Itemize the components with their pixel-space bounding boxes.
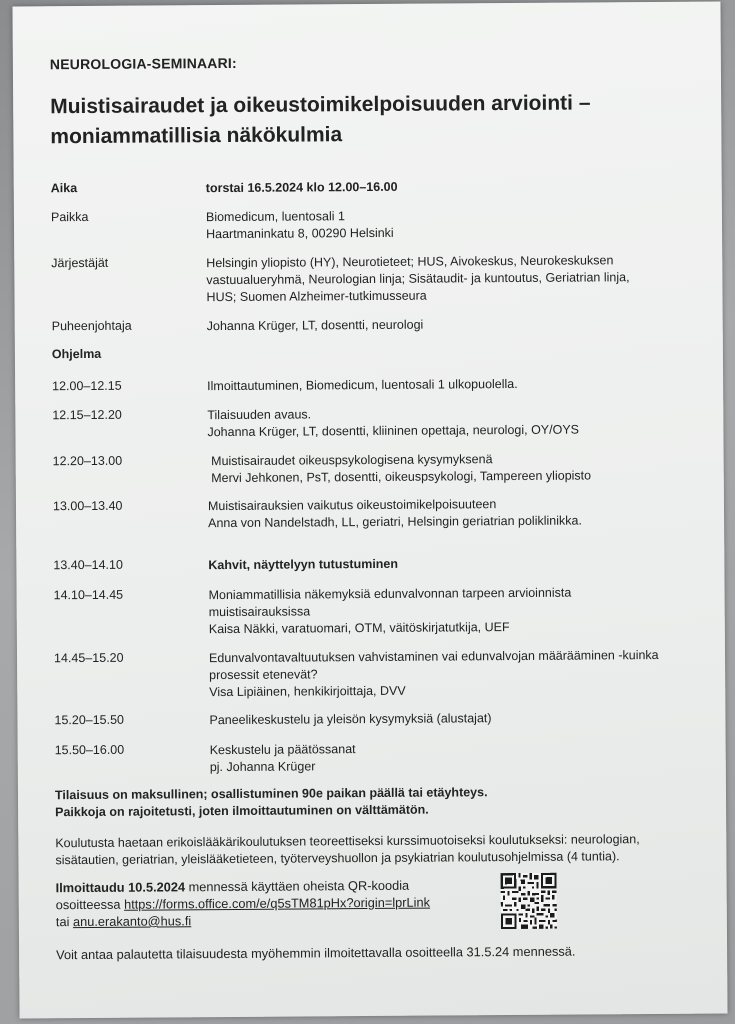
detail-value-chair: Johanna Krüger, LT, dosentti, neurologi	[206, 317, 424, 334]
seminar-eyebrow: NEUROLOGIA-SEMINAARI:	[49, 54, 237, 73]
registration-address-prefix: osoitteessa	[55, 896, 125, 913]
program-time: 12.00–12.15	[52, 378, 122, 394]
registration-instruction: mennessä käyttäen oheista QR-koodia	[185, 877, 410, 895]
program-text: Moniammatillisia näkemyksiä edunvalvonnan tarpeen arvioinnista	[208, 585, 572, 603]
program-text: Johanna Krüger, LT, dosentti, kliininen opettaja, neurologi, OY/OYS	[207, 422, 580, 440]
fee-notice-line: Tilaisuus on maksullinen; osallistuminen 90e paikan päällä tai etäyhteys.	[54, 785, 488, 803]
registration-email-prefix: tai	[55, 914, 73, 930]
program-time: 13.40–14.10	[53, 557, 123, 573]
seminar-title: Muistisairaudet ja oikeustoimikelpoisuuden arviointi – moniammatillisia näkökulmia	[50, 91, 591, 149]
feedback-note: Voit antaa palautetta tilaisuudesta myöhemmin ilmoitettavalla osoitteella 31.5.24 mennessä.	[56, 943, 576, 963]
program-time: 13.00–13.40	[52, 498, 123, 514]
program-text: Muistisairaudet oikeuspsykologisena kysymyksenä	[207, 452, 493, 469]
registration-form-link[interactable]: https://forms.office.com/e/q5sTM81pHx?origin=lprLink	[123, 894, 431, 912]
program-text: Muistisairauksien vaikutus oikeustoimikelpoisuuteen	[207, 497, 497, 514]
detail-value-organizers-2: vastuualueryhmä, Neurologian linja; Sisätaudit- ja kuntoutus, Geriatrian linja,	[206, 270, 630, 288]
program-text: Kaisa Näkki, varatuomari, OTM, väitöskirjatutkija, UEF	[208, 620, 510, 637]
program-time: 14.45–15.20	[53, 650, 124, 666]
program-text: Paneelikeskustelu ja yleisön kysymyksiä (alustajat)	[209, 711, 492, 728]
program-text: Mervi Jehkonen, PsT, dosentti, oikeuspsykologi, Tampereen yliopisto	[207, 468, 592, 486]
detail-label-time: Aika	[50, 181, 78, 196]
program-text: prosessit etenevät?	[209, 667, 318, 683]
program-time: 15.20–15.50	[54, 712, 125, 728]
detail-label-place: Paikka	[50, 209, 89, 225]
fee-notice-line: Paikkoja on rajoitetusti, joten ilmoittautuminen on välttämätön.	[55, 802, 429, 820]
program-time: 12.20–13.00	[52, 453, 123, 469]
program-text: Anna von Nandelstadh, LL, geriatri, Helsingin geriatrian poliklinikka.	[208, 513, 582, 531]
detail-label-chair: Puheenjohtaja	[51, 318, 132, 334]
program-text: Ilmoittautuminen, Biomedicum, luentosali 1 ulkopuolella.	[207, 376, 518, 394]
detail-value-time: torstai 16.5.2024 klo 12.00–16.00	[205, 179, 398, 196]
detail-label-organizers: Järjestäjät	[51, 255, 109, 271]
program-text: Tilaisuuden avaus.	[207, 407, 312, 423]
seminar-flyer	[12, 2, 727, 1019]
program-text: Visa Lipiäinen, henkikirjoittaja, DVV	[209, 683, 406, 700]
program-text: pj. Johanna Krüger	[209, 759, 316, 775]
program-heading: Ohjelma	[51, 346, 102, 362]
detail-value-organizers-1: Helsingin yliopisto (HY), Neurotieteet; HUS, Aivokeskus, Neurokeskuksen	[206, 253, 614, 271]
detail-value-place-1: Biomedicum, luentosali 1	[205, 209, 345, 225]
accreditation-line: Koulutusta haetaan erikoislääkärikoulutuksen teoreettiseksi kurssimuotoiseksi koulutukseksi: neurologian,	[55, 832, 640, 851]
program-time: 15.50–16.00	[54, 742, 125, 758]
program-time: 14.10–14.45	[53, 587, 124, 603]
fee-notice	[55, 784, 488, 821]
detail-value-organizers-3: HUS; Suomen Alzheimer-tutkimusseura	[206, 288, 427, 305]
registration-email-link[interactable]: anu.erakanto@hus.fi	[72, 913, 192, 930]
detail-value-place-2: Haartmaninkatu 8, 00290 Helsinki	[206, 225, 394, 242]
program-text: muistisairauksissa	[208, 604, 311, 620]
program-text: Keskustelu ja päätössanat	[209, 742, 356, 758]
qr-code-icon[interactable]	[501, 873, 557, 929]
program-text: Edunvalvontavaltuutuksen vahvistaminen vai edunvalvojan määrääminen -kuinka	[208, 647, 659, 666]
accreditation-line: sisätautien, geriatrian, yleislääketieteen, työterveyshuollon ja psykiatrian koulutusohjelmissa (4 tuntia).	[55, 849, 620, 868]
registration-block	[56, 877, 431, 931]
registration-deadline: Ilmoittaudu 10.5.2024	[55, 879, 186, 896]
program-time: 12.15–12.20	[52, 407, 122, 423]
accreditation-note	[55, 831, 640, 869]
program-text-break: Kahvit, näyttelyyn tutustuminen	[208, 556, 399, 573]
